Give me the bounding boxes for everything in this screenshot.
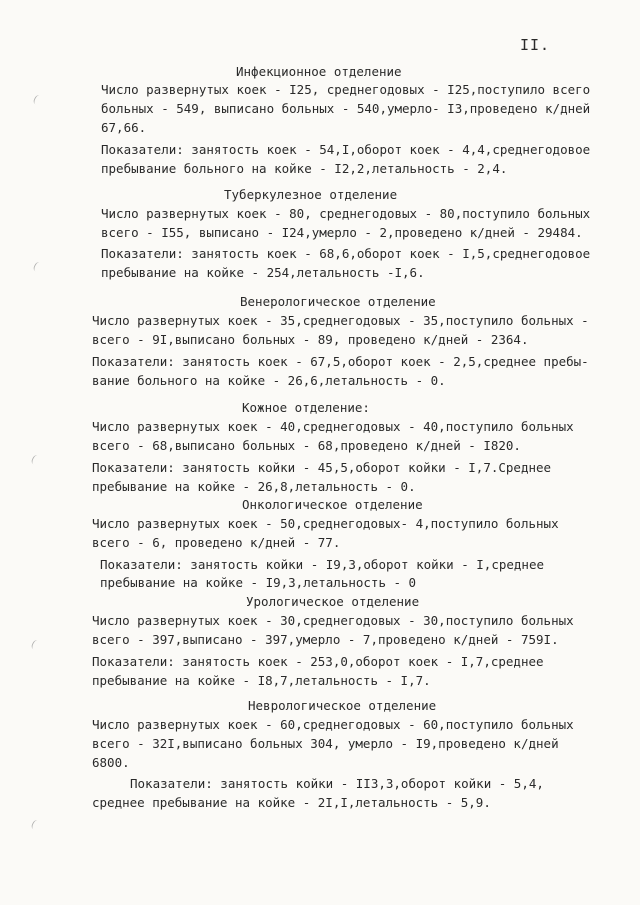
punch-mark-3 [30, 454, 41, 466]
text-line: Число развернутых коек - I25, среднегодовых - I25,поступило всего [101, 82, 591, 97]
section-heading-infectious: Инфекционное отделение [236, 64, 402, 79]
text-line: 67,66. [101, 120, 147, 135]
section-heading-urology: Урологическое отделение [246, 594, 420, 609]
text-line: Показатели: занятость койки - 45,5,оборот койки - I,7.Среднее [92, 460, 552, 475]
punch-mark-1 [32, 94, 43, 106]
text-line: всего - 68,выписано больных - 68,проведено к/дней - I820. [92, 438, 521, 453]
text-line: пребывание на койке - I9,3,летальность - 0 [100, 575, 417, 590]
text-line: пребывание больного на койке - I2,2,летальность - 2,4. [101, 161, 508, 176]
text-line: Показатели: занятость койки - I9,3,оборот койки - I,среднее [100, 557, 545, 572]
text-line: Показатели: занятость коек - 67,5,оборот коек - 2,5,среднее пребы- [92, 354, 589, 369]
text-line: Показатели: занятость коек - 253,0,оборот коек - I,7,среднее [92, 654, 544, 669]
text-line: 6800. [92, 755, 130, 770]
punch-mark-4 [30, 639, 41, 651]
text-line: всего - 6, проведено к/дней - 77. [92, 535, 341, 550]
page-number: II. [520, 36, 551, 54]
section-heading-venereology: Венерологическое отделение [240, 294, 436, 309]
section-heading-dermatology: Кожное отделение: [242, 400, 370, 415]
text-line: всего - I55, выписано - I24,умерло - 2,проведено к/дней - 29484. [101, 225, 583, 240]
text-line: больных - 549, выписано больных - 540,умерло- I3,проведено к/дней [101, 101, 591, 116]
text-line: Показатели: занятость коек - 54,I,оборот коек - 4,4,среднегодовое [101, 142, 591, 157]
text-line: всего - 9I,выписано больных - 89, проведено к/дней - 2364. [92, 332, 529, 347]
text-line: пребывание на койке - I8,7,летальность - I,7. [92, 673, 431, 688]
text-line: Число развернутых коек - 40,среднегодовых - 40,поступило больных [92, 419, 574, 434]
text-line: Показатели: занятость койки - II3,3,оборот койки - 5,4, [130, 776, 544, 791]
text-line: Число развернутых коек - 30,среднегодовых - 30,поступило больных [92, 613, 574, 628]
text-line: всего - 32I,выписано больных 304, умерло - I9,проведено к/дней [92, 736, 559, 751]
text-line: Число развернутых коек - 80, среднегодовых - 80,поступило больных [101, 206, 591, 221]
text-line: вание больного на койке - 26,6,летальность - 0. [92, 373, 446, 388]
section-heading-neurology: Неврологическое отделение [248, 698, 437, 713]
section-heading-tuberculosis: Туберкулезное отделение [224, 187, 398, 202]
punch-mark-5 [30, 819, 41, 831]
text-line: пребывание на койке - 26,8,летальность - 0. [92, 479, 416, 494]
punch-mark-2 [32, 261, 43, 273]
text-line: всего - 397,выписано - 397,умерло - 7,проведено к/дней - 759I. [92, 632, 559, 647]
text-line: Число развернутых коек - 50,среднегодовых- 4,поступило больных [92, 516, 559, 531]
text-line: Показатели: занятость коек - 68,6,оборот коек - I,5,среднегодовое [101, 246, 591, 261]
section-heading-oncology: Онкологическое отделение [242, 497, 423, 512]
text-line: Число развернутых коек - 60,среднегодовых - 60,поступило больных [92, 717, 574, 732]
text-line: пребывание на койке - 254,летальность -I,6. [101, 265, 425, 280]
text-line: среднее пребывание на койке - 2I,I,летальность - 5,9. [92, 795, 491, 810]
text-line: Число развернутых коек - 35,среднегодовых - 35,поступило больных - [92, 313, 589, 328]
